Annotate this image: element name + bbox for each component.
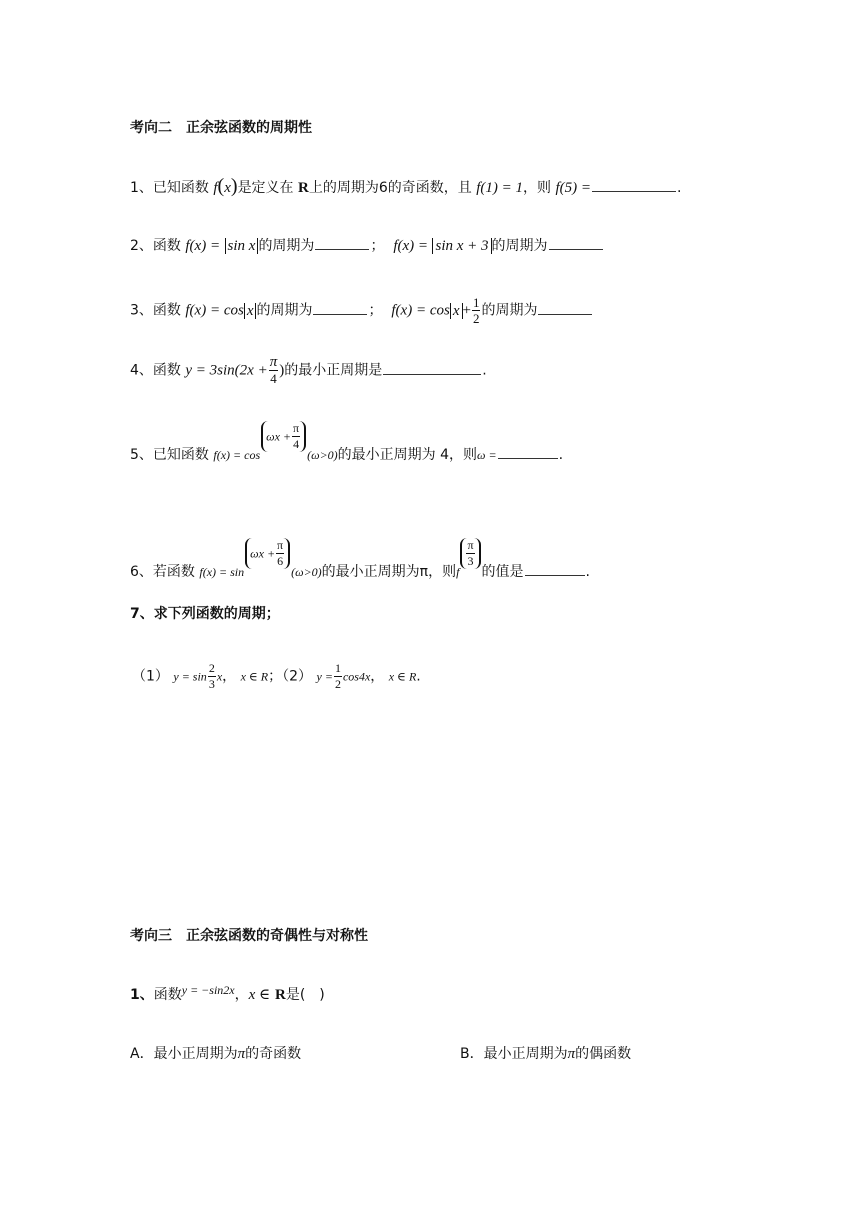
answer-blank[interactable]: [525, 561, 585, 576]
argument-paren: ωx + $\frac{\pi}{4}$: [261, 421, 306, 452]
section-heading-periodicity: [130, 117, 312, 139]
question-7-parts: （1） y = sin $\frac{2}{3}$ x， x ∈ R；（2） y = $\frac{1}{2}$ cos4x， x ∈ R.: [132, 661, 421, 691]
option-a[interactable]: A．最小正周期为π的奇函数: [130, 1046, 302, 1062]
section-heading-parity-symmetry: [130, 925, 368, 947]
question-3: 3、函数 f(x) = cos x 的周期为 ； f(x) = cos x + $\frac{1}{2}$ 的周期为: [130, 295, 593, 326]
question-4: 4、函数 y = 3sin(2x + $\frac{\pi}{4}$ )的最小正周期是 .: [130, 354, 487, 386]
fraction-pi-over-4: $\frac{\pi}{4}$: [269, 354, 278, 386]
answer-blank-2[interactable]: [538, 300, 592, 315]
fraction-one-half: $\frac{1}{2}$: [334, 661, 341, 691]
fraction-two-thirds: $\frac{2}{3}$: [208, 661, 215, 691]
question-6: 6、若函数 f(x) = sinωx + $\frac{\pi}{6}$ (ω>0)的最小正周期为π，则f $\frac{\pi}{3}$ 的值是 .: [130, 538, 590, 580]
answer-expr: f(5) =: [555, 180, 591, 196]
heading-text: 考向二 正余弦函数的周期性: [130, 120, 312, 136]
question-5: 5、已知函数 f(x) = cosωx + $\frac{\pi}{4}$ (ω>0)的最小正周期为 4，则ω = .: [130, 421, 564, 463]
question-2: 2、函数 f(x) = sin x 的周期为 ； f(x) = sin x + 3 的周期为: [130, 235, 604, 257]
argument-paren-2: $\frac{\pi}{3}$: [460, 538, 480, 569]
answer-blank[interactable]: [592, 177, 676, 192]
answer-blank-1[interactable]: [315, 235, 369, 250]
answer-blank[interactable]: [383, 360, 481, 375]
q-number: 1、: [130, 180, 153, 196]
answer-blank-2[interactable]: [549, 235, 603, 250]
question-s3-1: 1、函数y = −sin2x，x ∈ R是( ): [130, 983, 325, 1003]
question-1: 1、已知函数 f(x)是定义在 R上的周期为6的奇函数，且 f(1) = 1，则 f(5) = .: [130, 175, 682, 197]
heading-text: 考向三 正余弦函数的奇偶性与对称性: [130, 928, 368, 944]
answer-blank-1[interactable]: [313, 300, 367, 315]
option-b[interactable]: B．最小正周期为π的偶函数: [460, 1046, 632, 1062]
fraction-one-half: $\frac{1}{2}$: [472, 295, 480, 326]
condition-expr: f(1) = 1: [476, 180, 524, 196]
argument-paren: ωx + $\frac{\pi}{6}$: [245, 538, 290, 569]
question-7-title: 7、求下列函数的周期；: [130, 606, 280, 622]
answer-blank[interactable]: [498, 444, 558, 459]
